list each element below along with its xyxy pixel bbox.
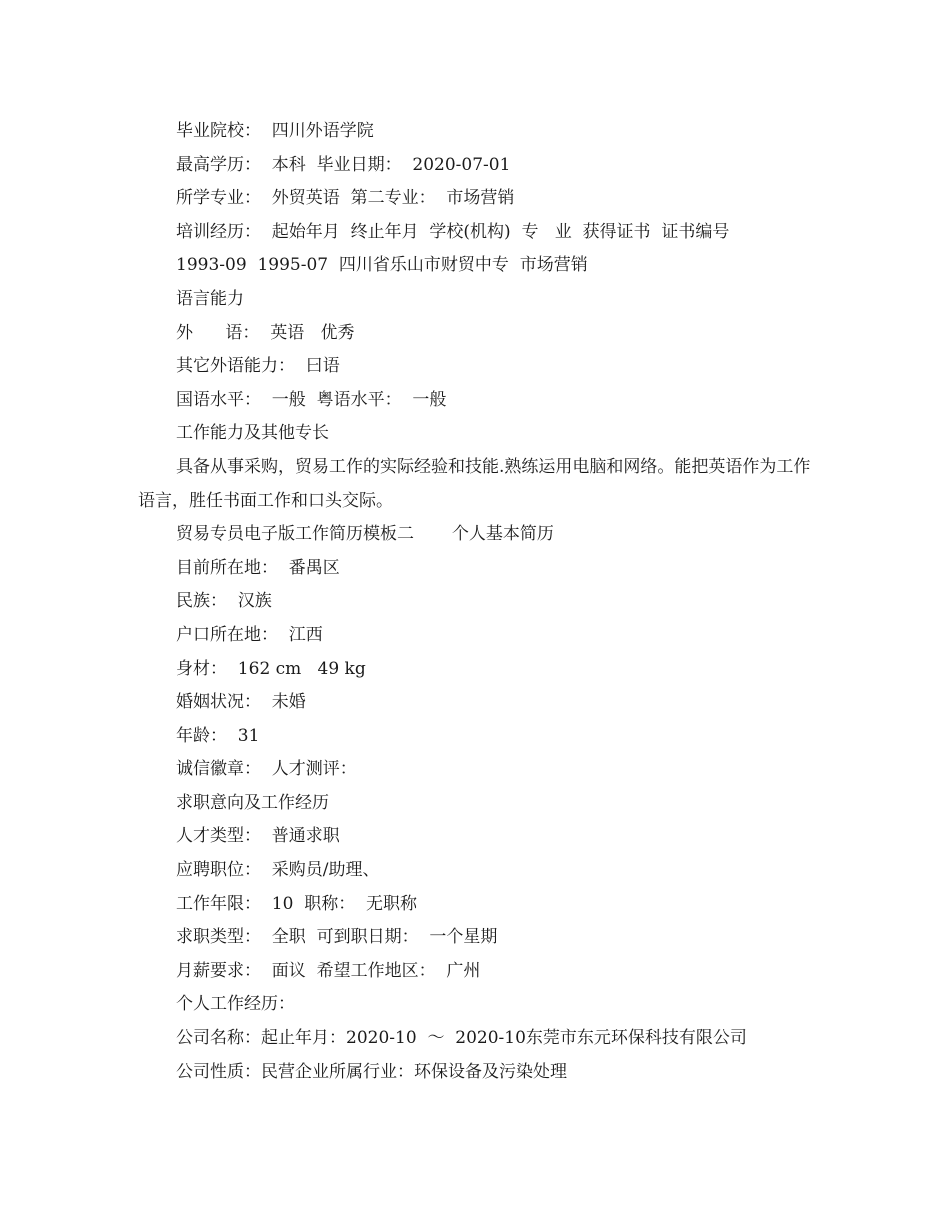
text-line-company-nature: 公司性质：民营企业所属行业：环保设备及污染处理 <box>176 1061 567 1082</box>
text-line-foreign-language: 外 语： 英语 优秀 <box>176 322 355 343</box>
text-line-mandarin-cantonese: 国语水平： 一般 粤语水平： 一般 <box>176 389 447 410</box>
skills-paragraph: 具备从事采购，贸易工作的实际经验和技能.熟练运用电脑和网络。能把英语作为工作语言，胜任书面工作和口头交际。 <box>138 456 811 511</box>
section-heading-language: 语言能力 <box>176 288 244 309</box>
text-line-location: 目前所在地： 番禺区 <box>176 557 340 578</box>
text-line-position: 应聘职位： 采购员/助理、 <box>176 860 380 881</box>
text-line-education: 最高学历： 本科 毕业日期： 2020-07-01 <box>176 154 511 175</box>
text-line-salary: 月薪要求： 面议 希望工作地区： 广州 <box>176 960 481 981</box>
text-line-marital-status: 婚姻状况： 未婚 <box>176 692 306 713</box>
text-line-job-type: 求职类型： 全职 可到职日期： 一个星期 <box>176 927 498 948</box>
text-line-training-entry: 1993-09 1995-07 四川省乐山市财贸中专 市场营销 <box>176 255 588 276</box>
text-line-other-language: 其它外语能力： 曰语 <box>176 356 340 377</box>
text-line-template-title: 贸易专员电子版工作简历模板二 个人基本简历 <box>176 524 554 545</box>
text-line-training-header: 培训经历： 起始年月 终止年月 学校(机构) 专 业 获得证书 证书编号 <box>176 221 730 242</box>
resume-content <box>138 115 818 1089</box>
text-line-talent-type: 人才类型： 普通求职 <box>176 826 340 847</box>
section-heading-skills: 工作能力及其他专长 <box>176 423 329 444</box>
text-line-ethnicity: 民族： 汉族 <box>176 591 272 612</box>
text-line-graduate-school: 毕业院校： 四川外语学院 <box>176 121 374 141</box>
text-line-company: 公司名称：起止年月：2020-10 ～ 2020-10东莞市东元环保科技有限公司 <box>176 1028 747 1049</box>
text-line-hukou: 户口所在地： 江西 <box>176 624 323 645</box>
text-line-body: 身材： 162 cm 49 kg <box>176 658 366 679</box>
text-line-credit-badge: 诚信徽章： 人才测评： <box>176 759 357 780</box>
text-line-age: 年龄： 31 <box>176 725 260 746</box>
section-heading-job-intention: 求职意向及工作经历 <box>176 792 329 813</box>
text-line-years: 工作年限： 10 职称： 无职称 <box>176 893 418 914</box>
text-line-major: 所学专业： 外贸英语 第二专业： 市场营销 <box>176 188 515 209</box>
section-heading-work-history: 个人工作经历： <box>176 994 295 1015</box>
